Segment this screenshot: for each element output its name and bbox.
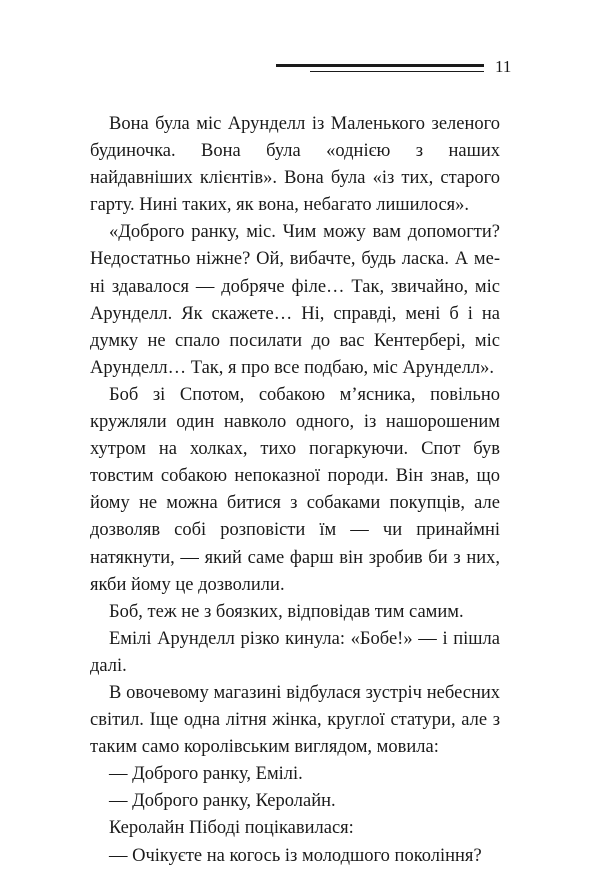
dialogue-line-1: — Доброго ранку, Емілі. <box>109 764 303 785</box>
body-text <box>90 111 500 870</box>
paragraph-7: Керолайн Пібоді поцікавилася: <box>109 818 354 839</box>
paragraph-3: Боб зі Спотом, собакою м’ясника, повільно кружляли один навколо одного, із нашорошеним хутром на холках, тихо погаркуючи. Спот був товстим собакою непоказної породи. Він знав, що йому не можна битися з собаками покупців, але дозволяв собі розповісти їм — чи принаймні натякнути, — який саме фарш він зробив би з них, якби йому це дозволили. <box>90 384 500 595</box>
paragraph-5: Емілі Арунделл різко кинула: «Бобе!» — і пішла далі. <box>90 628 500 676</box>
dialogue-line-2: — Доброго ранку, Керолайн. <box>109 791 336 812</box>
paragraph-2: «Доброго ранку, міс. Чим можу вам допомогти? Недостатньо ніжне? Ой, вибачте, будь ласка. А мені здавалося — добряче філе… Так, звичайно, міс Арунделл. Як скажете… Ні, справді, мені б і на думку не спало посилати до вас Кентербері, міс Арунделл… Так, я про все подбаю, міс Арунделл». <box>90 222 500 378</box>
paragraph-6: В овочевому магазині відбулася зустріч небесних світил. Іще одна літня жінка, круглої статури, але з таким само королівським виглядом, мовила: <box>90 682 500 758</box>
paragraph-4: Боб, теж не з боязких, відповідав тим самим. <box>109 601 464 622</box>
running-header <box>276 58 516 82</box>
page-number: 11 <box>495 57 512 76</box>
paragraph-1: Вона була міс Арунделл із Маленького зеленого будиночка. Вона була «однією з наших найдавніших клієнтів». Вона була «із тих, старого гарту. Нині таких, як вона, небагато лишилося». <box>90 114 500 216</box>
header-rule-thin <box>310 71 484 72</box>
header-rule-thick <box>276 64 484 67</box>
dialogue-line-3: — Очікуєте на когось із молодшого покоління? <box>109 845 482 866</box>
